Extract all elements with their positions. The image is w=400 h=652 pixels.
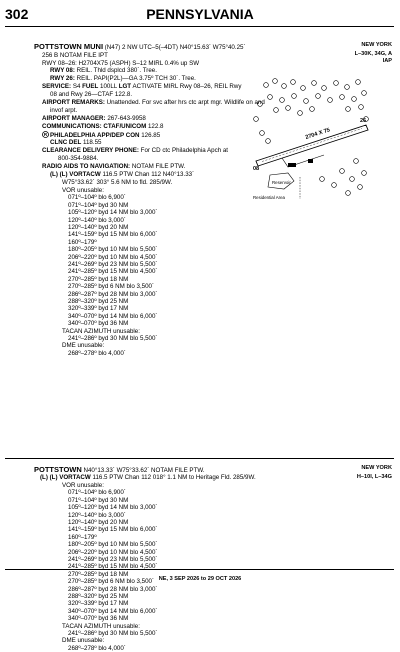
airport-remarks: AIRPORT REMARKS: Unattended. For svc after hrs ctc arpt mgr. Wildlife on and [42, 99, 265, 106]
vortac-info-cont: W75°33.62´ 303° 5.6 NM to fld. 285/9W. [62, 179, 173, 186]
clearance-delivery: CLNC DEL 118.55 [50, 139, 102, 146]
chart-refs: L–30K, 34G, A [354, 51, 392, 57]
reservoir-label: Reservoir [272, 180, 291, 185]
restriction-item: 120º–140º blo 3,000´ [68, 511, 126, 519]
footer-divider [5, 569, 394, 570]
service-info-cont: 08 and Rwy 26—CTAF 122.8. [50, 91, 133, 98]
runway-dimension-label: 2704 X 75 [304, 127, 331, 141]
airport-name: POTTSTOWN MUNI [34, 42, 104, 51]
restriction-header: TACAN AZIMUTH unusable: [62, 327, 140, 335]
building [308, 159, 313, 163]
restriction-header: DME unusable: [62, 342, 105, 350]
restriction-item: 320º–339º byd 17 NM [68, 600, 129, 608]
restriction-item: 180º–205º byd 10 NM blo 5,500´ [68, 246, 158, 254]
header-divider [5, 26, 394, 27]
effective-dates: NE, 3 SEP 2026 to 29 OCT 2026 [158, 576, 242, 582]
runway-08-info: RWY 08: REIL. Thld dsplcd 380´. Tree. [50, 67, 157, 74]
restriction-item: 286º–287º byd 28 NM blo 3,000´ [68, 290, 158, 298]
restriction-item: 270º–285º byd 18 NM [68, 275, 129, 283]
radio-aids: RADIO AIDS TO NAVIGATION: NOTAM FILE PTW. [42, 163, 186, 170]
restriction-item: 241º–285º byd 15 NM blo 4,500´ [68, 268, 158, 276]
airport-heading [34, 43, 246, 51]
restriction-item: 241º–286º byd 30 NM blo 5,500´ [68, 335, 158, 342]
restriction-item: 071º–104º byd 30 NM [68, 201, 129, 209]
restriction-item: 288º–320º byd 25 NM [68, 593, 129, 600]
runway-end-label: 08 [253, 166, 260, 172]
restriction-item: 340º–070º byd 14 NM blo 6,000´ [68, 607, 158, 615]
restriction-item: 206º–220º byd 10 NM blo 4,500´ [68, 548, 158, 556]
restriction-item: 241º–286º byd 30 NM blo 5,500´ [68, 630, 158, 637]
restriction-item: 340º–070º byd 14 NM blo 6,000´ [68, 312, 158, 320]
restriction-item: 241º–269º byd 23 NM blo 5,500´ [68, 556, 158, 563]
airport-remarks-cont: invof arpt. [50, 107, 78, 114]
restriction-item: 340º–070º byd 36 NM [68, 320, 129, 328]
region-label: NEW YORK [361, 42, 392, 48]
airport-diagram [248, 75, 372, 205]
restriction-header: VOR unusable: [62, 187, 104, 194]
restriction-item: 241º–285º byd 15 NM blo 4,500´ [68, 563, 158, 571]
airport-elevation: 256 B NOTAM FILE IPT [42, 52, 108, 59]
svg-text:R: R [43, 132, 48, 138]
restriction-header: DME unusable: [62, 637, 105, 645]
restriction-item: 120º–140º blo 3,000´ [68, 216, 126, 224]
clearance-phone-cont: 800-354-9884. [58, 155, 99, 162]
restriction-header: VOR unusable: [62, 482, 104, 489]
navaid-location: N40°13.33´ W75°33.62´ NOTAM FILE PTW. [81, 467, 205, 474]
restriction-item: 071º–104º blo 6,900´ [68, 194, 126, 202]
vortac-info: (L) (L) VORTACW 116.5 PTW Chan 112 N40°13.33´ [50, 171, 195, 178]
runway-26-info: RWY 26: REIL. PAPI(P2L)—GA 3.75º TCH 30´. Tree. [50, 75, 196, 82]
airport-location: (N47) 2 NW UTC–5(–4DT) N40°15.63´ W75°40.25´ [103, 44, 246, 51]
restriction-item: 105º–120º byd 14 NM blo 3,000´ [68, 504, 158, 512]
restriction-item: 241º–269º byd 23 NM blo 5,500´ [68, 261, 158, 268]
residential-label: Residential Area [253, 195, 285, 200]
airport-manager: AIRPORT MANAGER: 267-643-9958 [42, 115, 146, 122]
restriction-item: 180º–205º byd 10 NM blo 5,500´ [68, 541, 158, 549]
region-label: NEW YORK [361, 465, 392, 471]
approach-control: R PHILADELPHIA APP/DEP CON 126.85 [43, 132, 161, 139]
page-number: 302 [5, 6, 29, 22]
iap-label: IAP [382, 58, 392, 64]
restriction-item: 105º–120º byd 14 NM blo 3,000´ [68, 209, 158, 217]
restriction-item: 270º–285º byd 6 NM blo 3,500´ [68, 578, 155, 586]
vortac-info: (L) (L) VORTACW 116.5 PTW Chan 112 018° 1.1 NM to Heritage Fld. 285/9W. [40, 474, 256, 481]
radar-icon [42, 131, 50, 138]
state-title: PENNSYLVANIA [146, 6, 254, 22]
restriction-item: 286º–287º byd 28 NM blo 3,000´ [68, 585, 158, 593]
clearance-phone: CLEARANCE DELIVERY PHONE: For CD ctc Philadelphia Apch at [42, 147, 229, 154]
restriction-header: TACAN AZIMUTH unusable: [62, 622, 140, 630]
service-info: SERVICE: S4 FUEL 100LL LGT ACTIVATE MIRL Rwy 08–26, REIL Rwy [42, 83, 242, 90]
restriction-item: 270º–285º byd 6 NM blo 3,500´ [68, 283, 155, 291]
communications: COMMUNICATIONS: CTAF/UNICOM 122.8 [42, 123, 164, 130]
restriction-item: 141º–159º byd 15 NM blo 6,000´ [68, 231, 158, 239]
restriction-item: 071º–104º byd 30 NM [68, 496, 129, 504]
restriction-item: 120º–140º byd 20 NM [68, 519, 129, 526]
restriction-item: 320º–339º byd 17 NM [68, 305, 129, 313]
restriction-item: 340º–070º byd 36 NM [68, 615, 129, 623]
chart-refs: H–10I, L–34G [356, 474, 392, 480]
restriction-item: 270º–285º byd 18 NM [68, 570, 129, 578]
restriction-item: 268º–278º blo 4,000´ [68, 349, 126, 357]
restriction-item: 268º–278º blo 4,000´ [68, 644, 126, 652]
restriction-item: 206º–220º byd 10 NM blo 4,500´ [68, 253, 158, 261]
restriction-item: 160º–179º [68, 533, 97, 541]
runway-end-label: 26 [360, 118, 367, 124]
section-divider [5, 458, 394, 459]
restriction-item: 071º–104º blo 6,900´ [68, 489, 126, 497]
runway-info: RWY 08–26: H2704X75 (ASPH) S–12 MIRL 0.4% up SW [42, 60, 200, 67]
building [288, 163, 296, 167]
restriction-item: 141º–159º byd 15 NM blo 6,000´ [68, 526, 158, 534]
restriction-item: 288º–320º byd 25 NM [68, 298, 129, 305]
restriction-item: 160º–179º [68, 238, 97, 246]
navaid-name: POTTSTOWN [34, 465, 82, 474]
restriction-item: 120º–140º byd 20 NM [68, 224, 129, 231]
